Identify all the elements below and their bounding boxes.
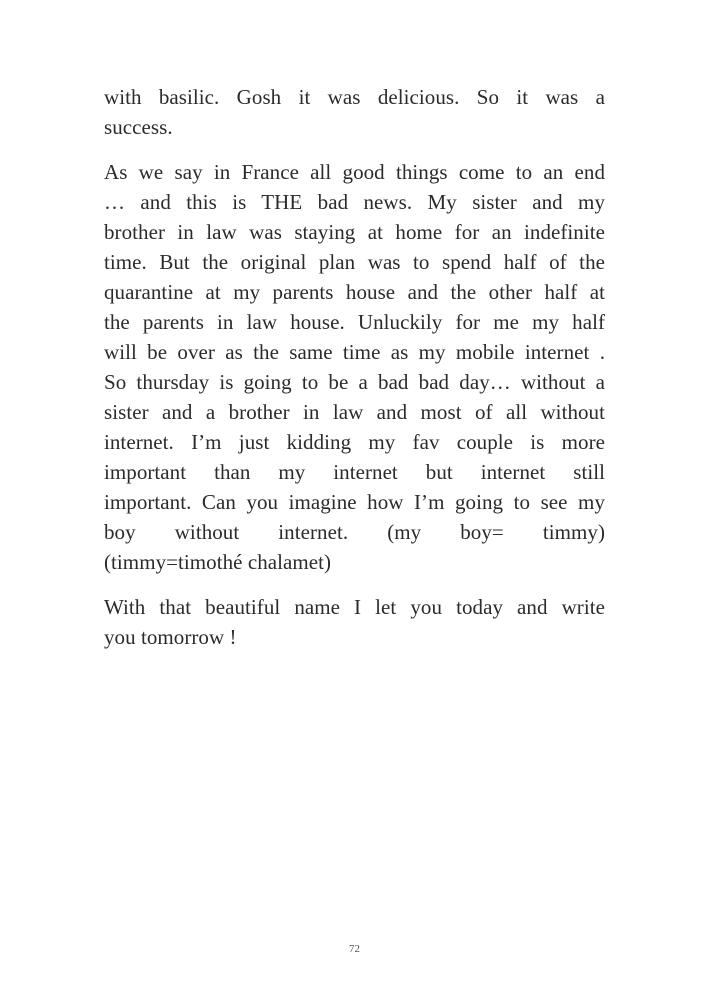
text-line: sister and a brother in law and most of all without bbox=[104, 400, 605, 424]
text-line: important than my internet but internet still bbox=[104, 460, 605, 484]
text-line: the parents in law house. Unluckily for me my half bbox=[104, 310, 605, 334]
text-line: time. But the original plan was to spend half of the bbox=[104, 250, 605, 274]
text-line: with basilic. Gosh it was delicious. So it was a bbox=[104, 85, 605, 109]
text-line: will be over as the same time as my mobile internet . bbox=[104, 340, 605, 364]
text-line: So thursday is going to be a bad bad day… without a bbox=[104, 370, 605, 394]
text-line: important. Can you imagine how I’m going to see my bbox=[104, 490, 605, 514]
text-line: (timmy=timothé chalamet) bbox=[104, 550, 332, 574]
text-line: With that beautiful name I let you today and write bbox=[104, 595, 605, 619]
text-line: brother in law was staying at home for an indefinite bbox=[104, 220, 605, 244]
text-line: quarantine at my parents house and the other half at bbox=[104, 280, 605, 304]
text-line: As we say in France all good things come to an end bbox=[104, 160, 605, 184]
text-line: boy without internet. (my boy= timmy) bbox=[104, 520, 605, 544]
text-line: you tomorrow ! bbox=[104, 625, 237, 649]
paragraph-2 bbox=[104, 157, 605, 577]
text-line: success. bbox=[104, 115, 173, 139]
document-page bbox=[104, 82, 605, 667]
text-line: … and this is THE bad news. My sister and my bbox=[104, 190, 605, 214]
text-line: internet. I’m just kidding my fav couple is more bbox=[104, 430, 605, 454]
page-number: 72 bbox=[349, 943, 360, 955]
paragraph-1 bbox=[104, 82, 605, 142]
paragraph-3 bbox=[104, 592, 605, 652]
